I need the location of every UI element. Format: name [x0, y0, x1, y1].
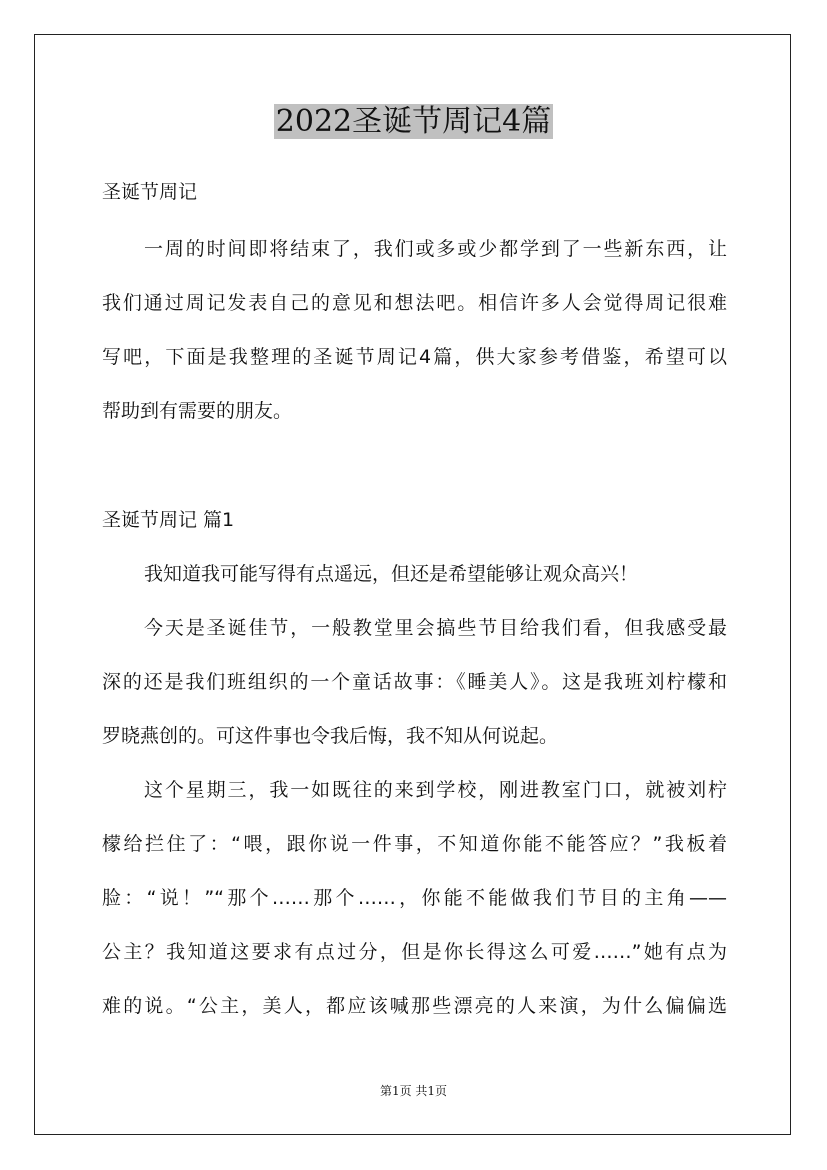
document-title	[0, 100, 827, 144]
part1-paragraph-line: 公主？我知道这要求有点过分，但是你长得这么可爱……”她有点为	[102, 941, 727, 963]
part1-paragraph-line: 罗晓燕创的。可这件事也令我后悔，我不知从何说起。	[102, 725, 559, 747]
page-footer: 第1页 共1页	[379, 1084, 448, 1098]
part1-paragraph-line: 今天是圣诞佳节，一般教堂里会搞些节目给我们看，但我感受最	[144, 617, 727, 639]
part1-paragraph-line: 难的说。“公主，美人，都应该喊那些漂亮的人来演，为什么偏偏选	[102, 995, 727, 1017]
document-title-text: 2022圣诞节周记4篇	[275, 104, 552, 139]
intro-paragraph-line: 写吧，下面是我整理的圣诞节周记4篇，供大家参考借鉴，希望可以	[102, 346, 727, 368]
section-heading-intro: 圣诞节周记	[102, 181, 198, 203]
part1-paragraph-line: 我知道我可能写得有点遥远，但还是希望能够让观众高兴！	[144, 563, 639, 585]
intro-paragraph-line: 帮助到有需要的朋友。	[102, 400, 293, 422]
part1-paragraph-line: 这个星期三，我一如既往的来到学校，刚进教室门口，就被刘柠	[144, 779, 727, 801]
intro-paragraph-line: 我们通过周记发表自己的意见和想法吧。相信许多人会觉得周记很难	[102, 292, 727, 314]
intro-paragraph-line: 一周的时间即将结束了，我们或多或少都学到了一些新东西，让	[144, 238, 727, 260]
part1-paragraph-line: 脸：“说！”“那个……那个……，你能不能做我们节目的主角——	[102, 887, 727, 909]
part1-paragraph-line: 深的还是我们班组织的一个童话故事：《睡美人》。这是我班刘柠檬和	[102, 671, 727, 693]
section-heading-part1: 圣诞节周记 篇1	[102, 509, 235, 531]
part1-paragraph-line: 檬给拦住了：“喂，跟你说一件事，不知道你能不能答应？”我板着	[102, 833, 727, 855]
